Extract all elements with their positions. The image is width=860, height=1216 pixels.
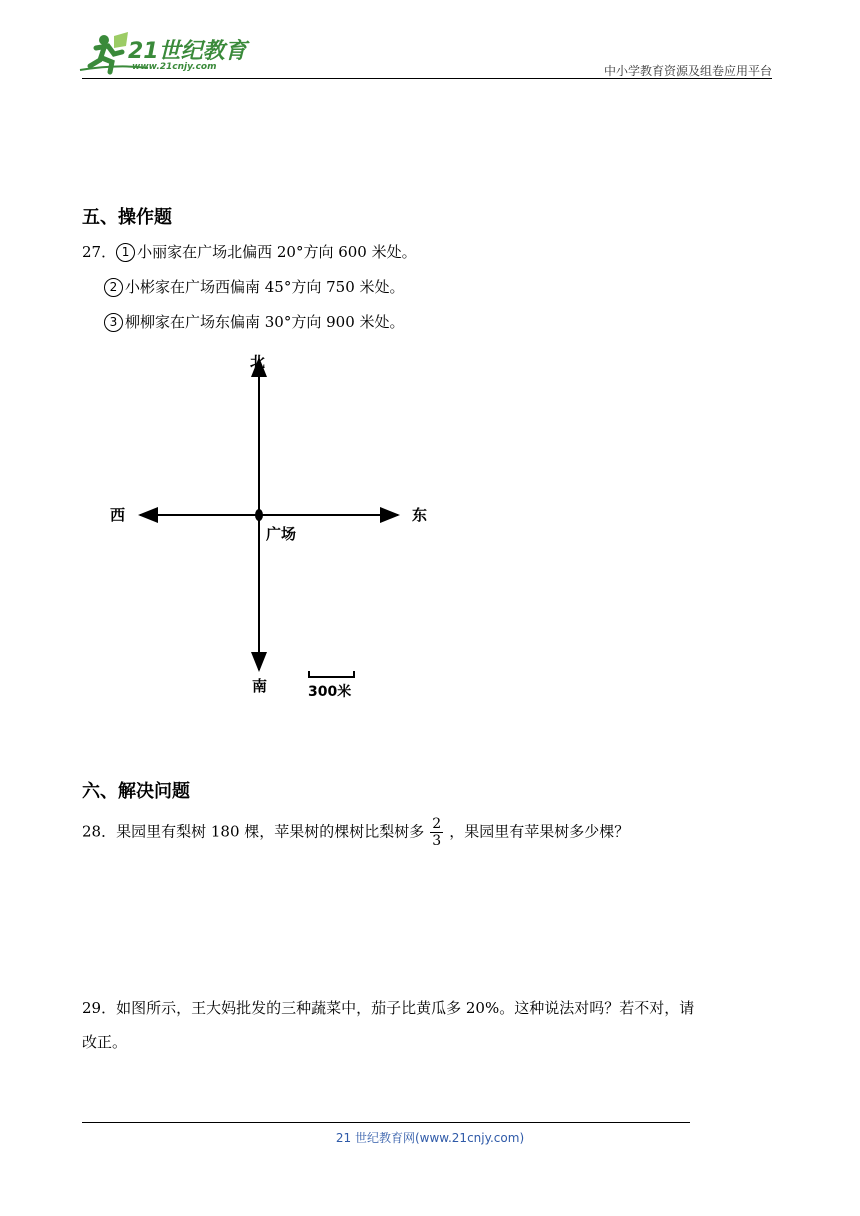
label-south: 南 xyxy=(252,677,268,695)
site-logo xyxy=(78,28,258,78)
header-platform-text: 中小学教育资源及组卷应用平台 xyxy=(603,64,772,78)
footer-text: 21 世纪教育网(www.21cnjy.com) xyxy=(335,1131,525,1145)
circle-mark-1: 1 xyxy=(116,243,135,262)
q28-before: 果园里有梨树 180 棵，苹果树的棵树比梨树多 xyxy=(116,822,425,841)
scale-bar xyxy=(309,671,354,677)
q27-line1 xyxy=(82,241,417,262)
footer-divider xyxy=(82,1122,690,1123)
q27-item1-text: 小丽家在广场北偏西 20°方向 600 米处。 xyxy=(137,243,417,261)
q29-line2: 改正。 xyxy=(82,1033,128,1051)
q27-line2 xyxy=(104,276,405,297)
q27-line3 xyxy=(104,311,405,332)
q27-item2-text: 小彬家在广场西偏南 45°方向 750 米处。 xyxy=(125,278,405,296)
fraction-denominator: 3 xyxy=(432,833,442,849)
q28-after: ，果园里有苹果树多少棵？ xyxy=(449,822,630,841)
q28-text xyxy=(82,816,629,849)
circle-mark-2: 2 xyxy=(104,278,123,297)
label-west: 西 xyxy=(110,506,126,524)
q29-text1: 如图所示，王大妈批发的三种蔬菜中，茄子比黄瓜多 20%。这种说法对吗？若不对，请 xyxy=(116,999,695,1017)
label-scale: 300米 xyxy=(308,684,352,700)
plaza-point xyxy=(255,509,263,521)
label-plaza: 广场 xyxy=(266,525,297,543)
fraction-numerator: 2 xyxy=(432,816,442,832)
label-north: 北 xyxy=(250,353,266,371)
fraction-two-thirds xyxy=(430,816,443,849)
q29-line1 xyxy=(82,997,694,1018)
header-divider xyxy=(82,78,772,79)
q27-item3-text: 柳柳家在广场东偏南 30°方向 900 米处。 xyxy=(125,313,405,331)
section6-title: 六、解决问题 xyxy=(82,781,190,802)
q28-number: 28． xyxy=(82,822,117,841)
logo-main-text: 21世纪教育 xyxy=(128,39,247,64)
q27-number: 27． xyxy=(82,243,117,261)
circle-mark-3: 3 xyxy=(104,313,123,332)
label-east: 东 xyxy=(412,506,428,524)
logo-url-text: www.21cnjy.com xyxy=(132,62,217,72)
q29-number: 29． xyxy=(82,999,117,1017)
section5-title: 五、操作题 xyxy=(82,207,172,228)
compass-diagram xyxy=(100,345,460,705)
